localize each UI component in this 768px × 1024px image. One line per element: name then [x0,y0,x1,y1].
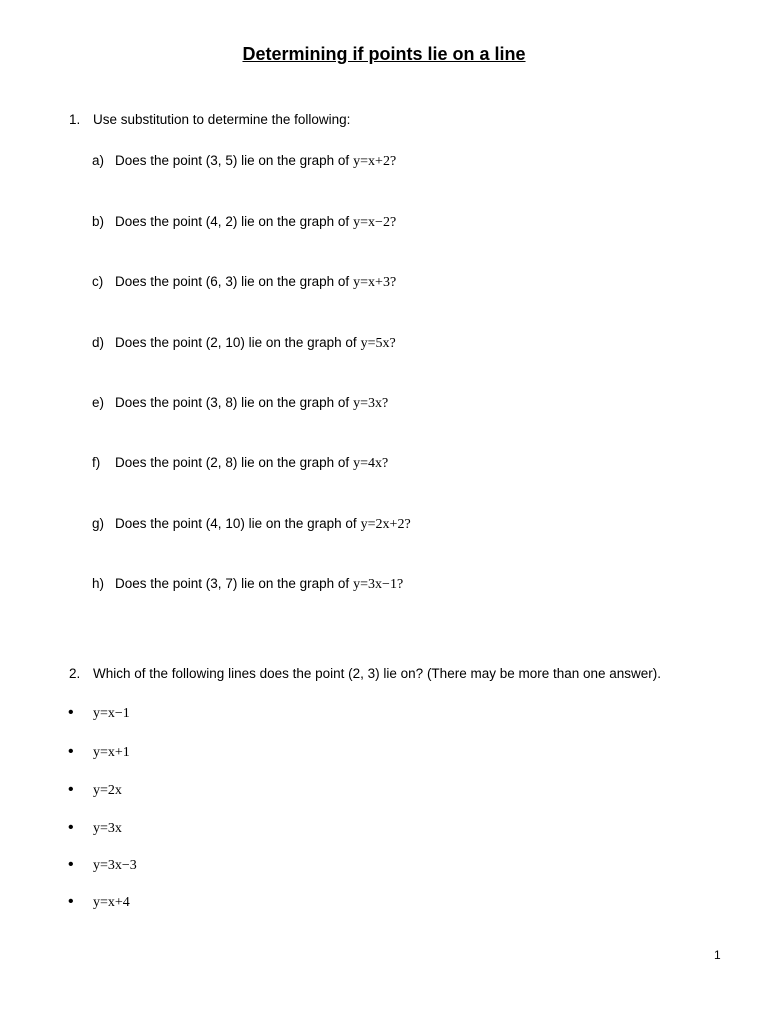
item-text: Does the point (3, 5) lie on the graph of y=x+2? [115,153,397,169]
item-letter: h) [92,576,105,591]
bullet-icon: • [68,856,74,873]
equation: y=4x? [353,456,389,471]
option-6: y=x+4 [93,895,130,910]
item-text: Does the point (3, 8) lie on the graph of y=3x? [115,395,389,411]
item-letter: a) [92,153,105,168]
item-text: Does the point (6, 3) lie on the graph of y=x+3? [115,274,397,290]
equation: y=3x? [353,396,389,411]
item-text: Does the point (4, 2) lie on the graph of y=x−2? [115,214,397,230]
item-letter: e) [92,395,105,410]
option-4: y=3x [93,821,122,836]
question-1-text: Use substitution to determine the following: [93,112,351,127]
item-letter: c) [92,274,104,289]
bullet-icon: • [68,743,74,760]
item-letter: b) [92,214,105,229]
question-2-number: 2. [69,666,81,681]
question-1-number: 1. [69,112,81,127]
equation: y=2x+2? [360,517,411,532]
bullet-icon: • [68,781,74,798]
bullet-icon: • [68,704,74,721]
option-3: y=2x [93,783,122,798]
page-number: 1 [714,948,721,962]
item-text: Does the point (2, 8) lie on the graph of y=4x? [115,455,389,471]
equation: y=3x−1? [353,577,404,592]
equation: y=x+2? [353,154,397,169]
bullet-icon: • [68,893,74,910]
item-letter: f) [92,455,101,470]
item-letter: d) [92,335,105,350]
item-text: Does the point (2, 10) lie on the graph of y=5x? [115,335,396,351]
equation: y=5x? [360,336,396,351]
option-2: y=x+1 [93,745,130,760]
option-5: y=3x−3 [93,858,137,873]
page-title: Determining if points lie on a line [242,44,526,64]
question-2-text: Which of the following lines does the point (2, 3) lie on? (There may be more than one answer). [93,666,662,681]
bullet-icon: • [68,819,74,836]
item-text: Does the point (4, 10) lie on the graph of y=2x+2? [115,516,411,532]
item-text: Does the point (3, 7) lie on the graph of y=3x−1? [115,576,404,592]
equation: y=x+3? [353,275,397,290]
item-letter: g) [92,516,105,531]
equation: y=x−2? [353,215,397,230]
option-1: y=x−1 [93,706,130,721]
